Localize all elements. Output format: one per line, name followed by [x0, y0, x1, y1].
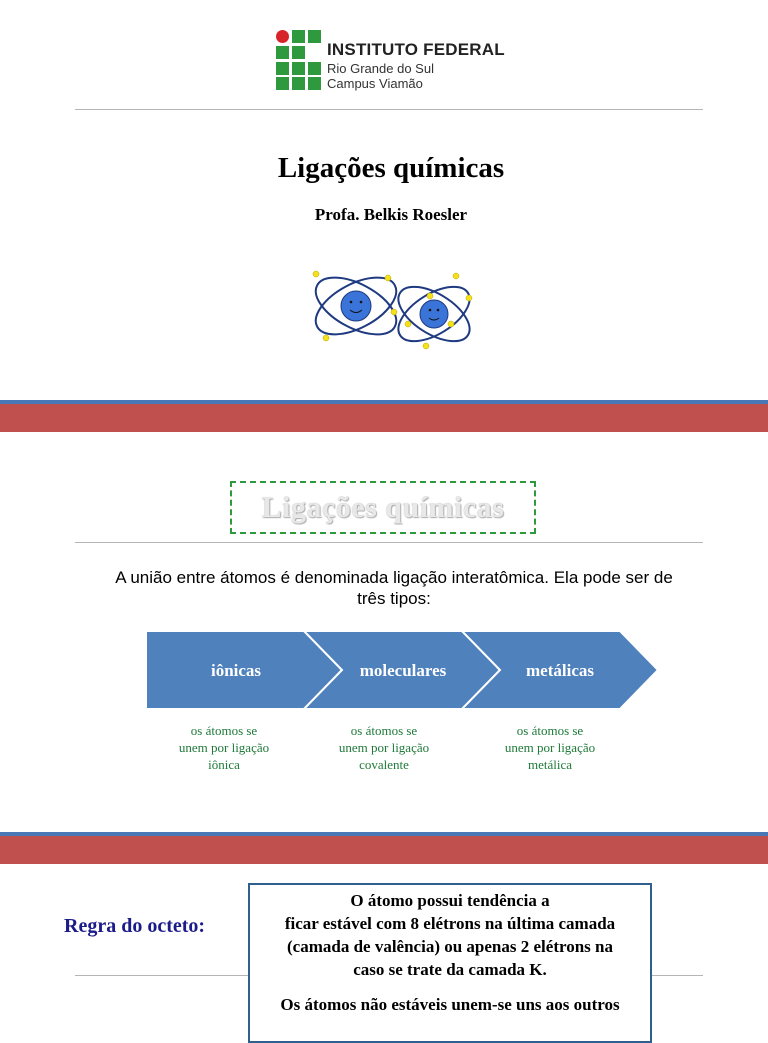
chevron-label-ionic: iônicas [210, 661, 262, 680]
desc-metallic-line-2: unem por ligação [504, 740, 596, 755]
slide2-title-box [230, 481, 536, 534]
atoms-illustration-icon [306, 262, 478, 362]
slide-separator-red-2 [0, 836, 768, 864]
desc-ionic-line-2: unem por ligação [178, 740, 270, 755]
rule-line-4: caso se trate da camada K. [353, 960, 547, 979]
intro-line-2: três tipos: [357, 589, 431, 608]
intro-line-1: A união entre átomos é denominada ligação interatômica. Ela pode ser de [115, 568, 673, 587]
rule-line-3: (camada de valência) ou apenas 2 elétrons na [287, 937, 613, 956]
slide-author: Profa. Belkis Roesler [314, 205, 468, 224]
chevron-label-metallic: metálicas [526, 661, 594, 680]
desc-metallic [485, 722, 615, 773]
desc-molecular-line-3: covalente [359, 757, 409, 772]
desc-ionic-line-1: os átomos se [190, 723, 258, 738]
slide-title: Ligações químicas [277, 152, 505, 184]
slide2-divider [75, 542, 703, 543]
desc-metallic-line-1: os átomos se [516, 723, 584, 738]
rule-line-2: ficar estável com 8 elétrons na última camada [284, 914, 616, 933]
logo-title: INSTITUTO FEDERAL [327, 40, 505, 59]
rule-line-5: Os átomos não estáveis unem-se uns aos outros [280, 995, 620, 1014]
institute-logo-icon [276, 30, 324, 90]
institute-logo [276, 30, 506, 92]
header-divider [75, 109, 703, 110]
slide-separator-red [0, 404, 768, 432]
desc-molecular-line-2: unem por ligação [338, 740, 430, 755]
octet-rule-label: Regra do octeto: [64, 915, 206, 937]
desc-molecular-line-1: os átomos se [350, 723, 418, 738]
desc-molecular [319, 722, 449, 773]
rule-line-1: O átomo possui tendência a [350, 891, 550, 910]
chevron-label-molecular: moleculares [359, 661, 447, 680]
desc-ionic-line-3: iônica [208, 757, 240, 772]
octet-rule-box [248, 883, 652, 1043]
desc-metallic-line-3: metálica [527, 757, 573, 772]
logo-line-1: Rio Grande do Sul [327, 61, 434, 76]
desc-ionic [159, 722, 289, 773]
slide2-title: Ligações químicas [261, 491, 505, 524]
logo-line-2: Campus Viamão [327, 76, 423, 91]
slide2-intro [100, 567, 688, 609]
bond-types-chevrons [146, 631, 658, 709]
